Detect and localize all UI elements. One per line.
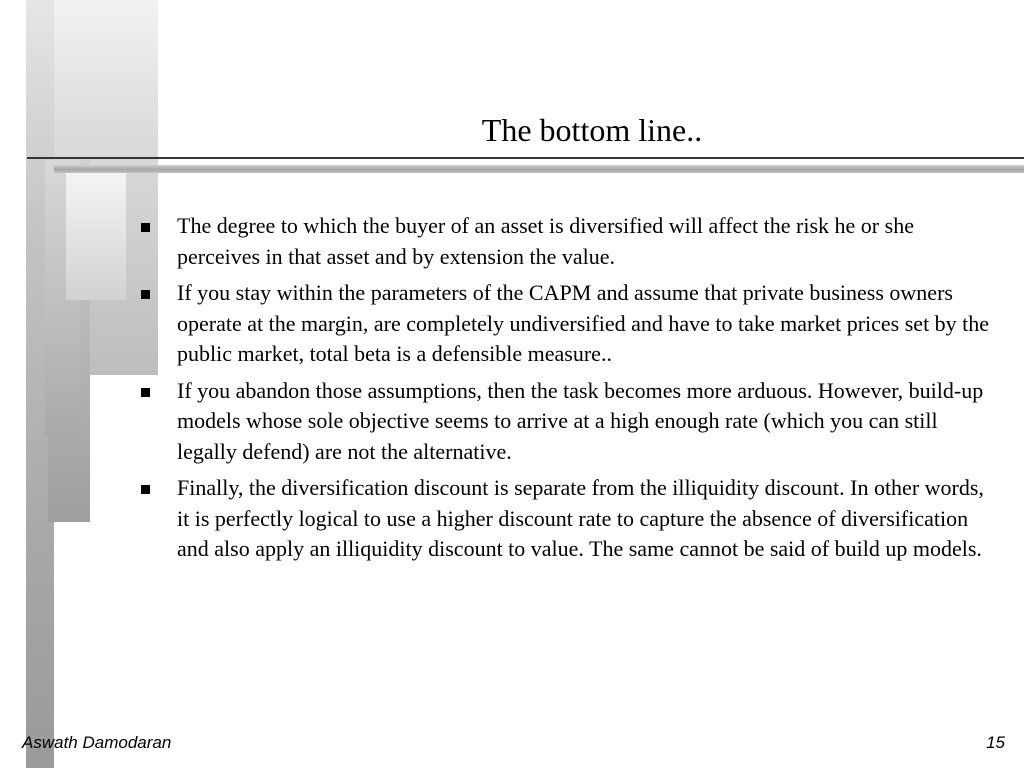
title-divider-shadow	[54, 165, 1024, 173]
bullet-text: If you stay within the parameters of the CAPM and assume that private business owners operate at the margin, are completely undiversified and have to take market prices set by the public market, total beta is a defensible measure..	[177, 280, 990, 366]
square-bullet-icon	[141, 223, 150, 232]
bullet-item	[138, 473, 998, 565]
decorative-bar	[66, 172, 126, 300]
bullet-item	[138, 278, 998, 370]
bullet-text: If you abandon those assumptions, then the task becomes more arduous. However, build-up models whose sole objective seems to arrive at a high enough rate (which you can still legally defend) are not the alternative.	[177, 377, 984, 464]
square-bullet-icon	[141, 485, 150, 494]
bullet-text: The degree to which the buyer of an asset is diversified will affect the risk he or she perceives in that asset and by extension the value.	[177, 213, 914, 269]
bullet-text: Finally, the diversification discount is separate from the illiquidity discount. In other words, it is perfectly logical to use a higher discount rate to capture the absence of diversification and also apply an illiquidity discount to value. The same cannot be said of build up models.	[177, 475, 984, 561]
bullet-list	[138, 211, 998, 571]
footer-author: Aswath Damodaran	[22, 733, 172, 752]
square-bullet-icon	[141, 290, 150, 299]
bullet-item	[138, 376, 998, 468]
square-bullet-icon	[141, 388, 150, 397]
bullet-item	[138, 211, 998, 272]
title-divider	[27, 157, 1024, 159]
page-number: 15	[986, 733, 1005, 752]
slide-title: The bottom line..	[481, 112, 703, 148]
